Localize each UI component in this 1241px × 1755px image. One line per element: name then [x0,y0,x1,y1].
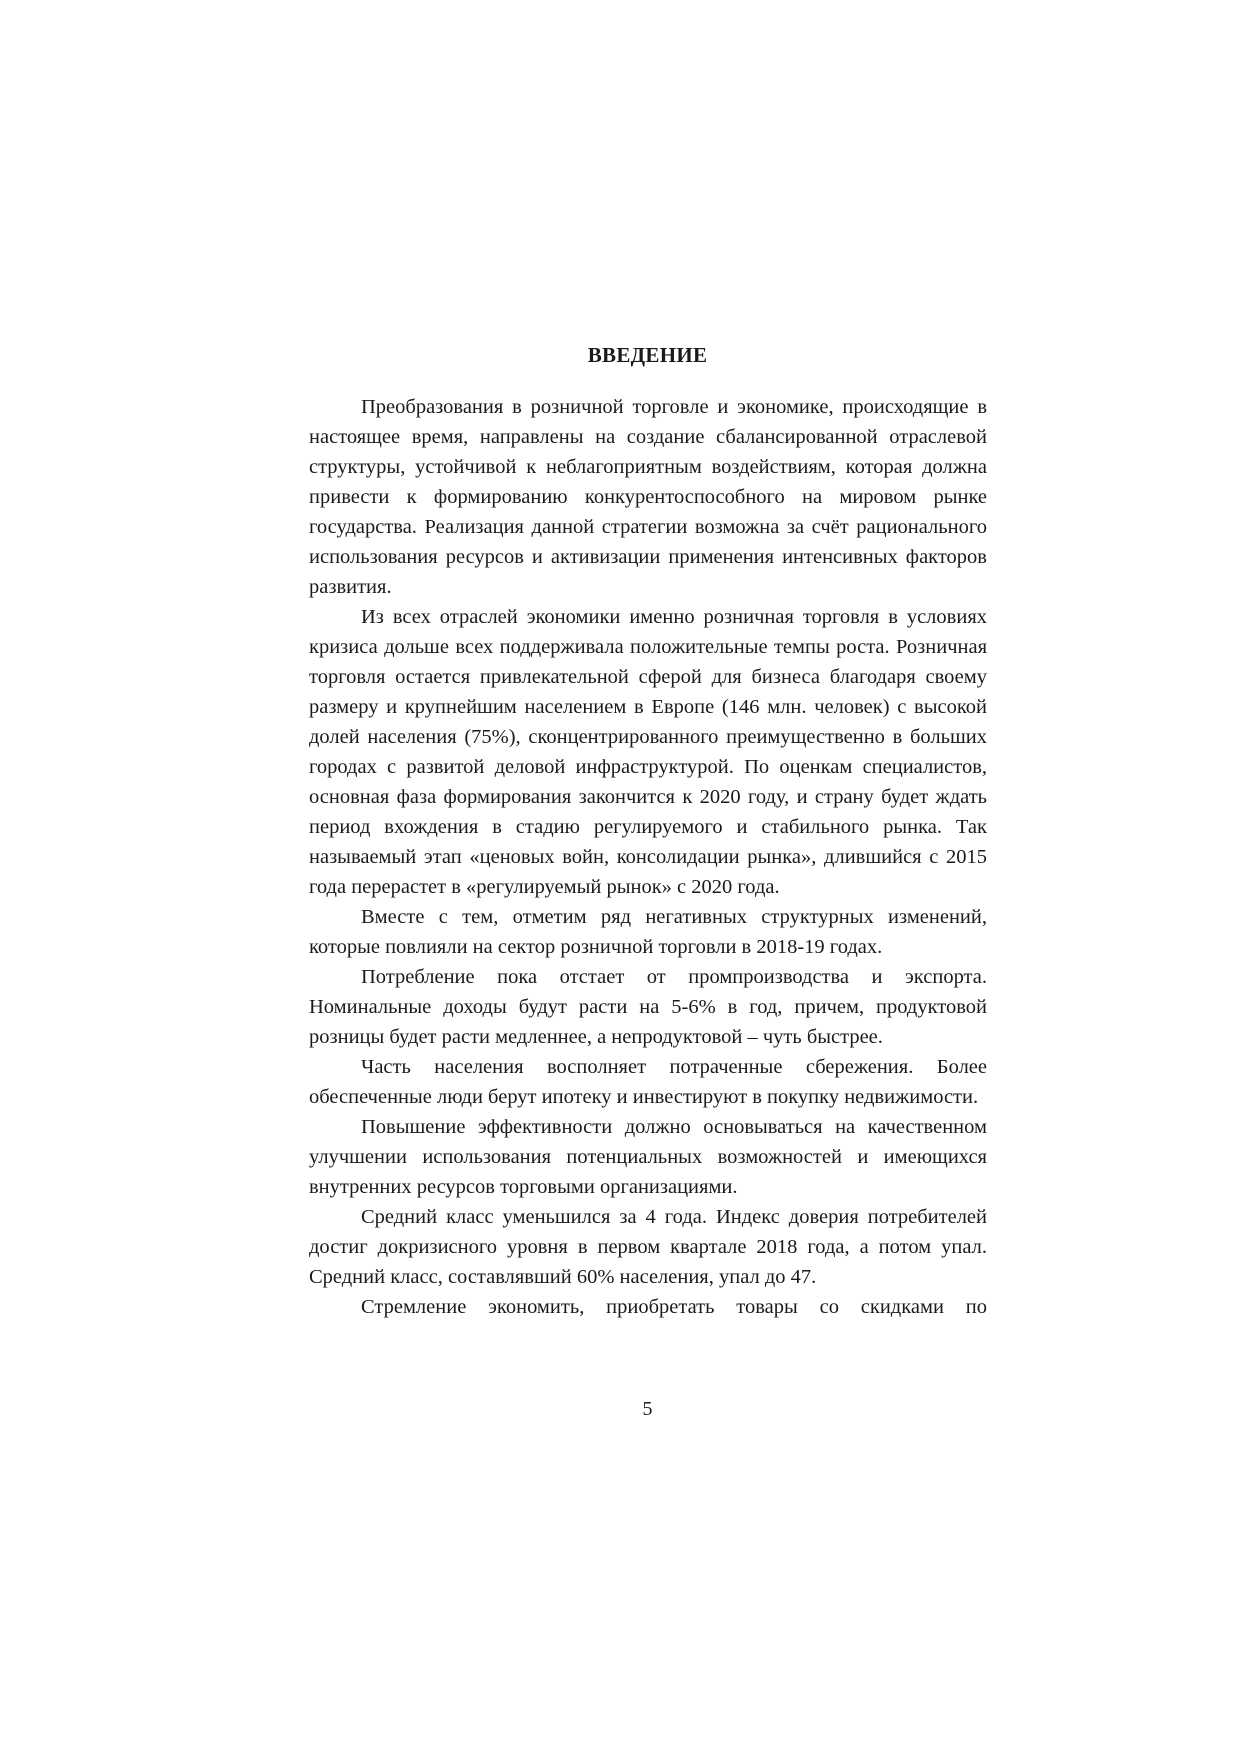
paragraph: Повышение эффективности должно основываться на качественном улучшении использования потенциальных возможностей и имеющихся внутренних ресурсов торговыми организациями. [309,1116,987,1198]
paragraph: Средний класс уменьшился за 4 года. Индекс доверия потребителей достиг докризисного уровня в первом квартале 2018 года, а потом упал. Средний класс, составлявший 60% населения, упал до 47. [309,1206,987,1288]
page-number: 5 [642,1398,653,1420]
body-text [309,392,987,1322]
paragraph: Вместе с тем, отметим ряд негативных структурных изменений, которые повлияли на сектор розничной торговли в 2018-19 годах. [309,906,987,958]
paragraph: Часть населения восполняет потраченные сбережения. Более обеспеченные люди берут ипотеку и инвестируют в покупку недвижимости. [309,1056,987,1108]
paragraph: Из всех отраслей экономики именно розничная торговля в условиях кризиса дольше всех поддерживала положительные темпы роста. Розничная торговля остается привлекательной сферой для бизнеса благодаря своему размеру и крупнейшим населением в Европе (146 млн. человек) с высокой долей населения (75%), сконцентрированного преимущественно в больших городах с развитой деловой инфраструктурой. По оценкам специалистов, основная фаза формирования закончится к 2020 году, и страну будет ждать период вхождения в стадию регулируемого и стабильного рынка. Так называемый этап «ценовых войн, консолидации рынка», длившийся с 2015 года перерастет в «регулируемый рынок» с 2020 года. [309,606,987,898]
paragraph: Потребление пока отстает от промпроизводства и экспорта. Номинальные доходы будут расти на 5-6% в год, причем, продуктовой розницы будет расти медленнее, а непродуктовой – чуть быстрее. [309,966,987,1048]
section-heading: ВВЕДЕНИЕ [587,343,708,367]
paragraph: Преобразования в розничной торговле и экономике, происходящие в настоящее время, направлены на создание сбалансированной отраслевой структуры, устойчивой к неблагоприятным воздействиям, которая должна привести к формированию конкурентоспособного на мировом рынке государства. Реализация данной стратегии возможна за счёт рационального использования ресурсов и активизации применения интенсивных факторов развития. [309,396,987,598]
paragraph-continued: Стремление экономить, приобретать товары со скидками по [361,1296,987,1318]
